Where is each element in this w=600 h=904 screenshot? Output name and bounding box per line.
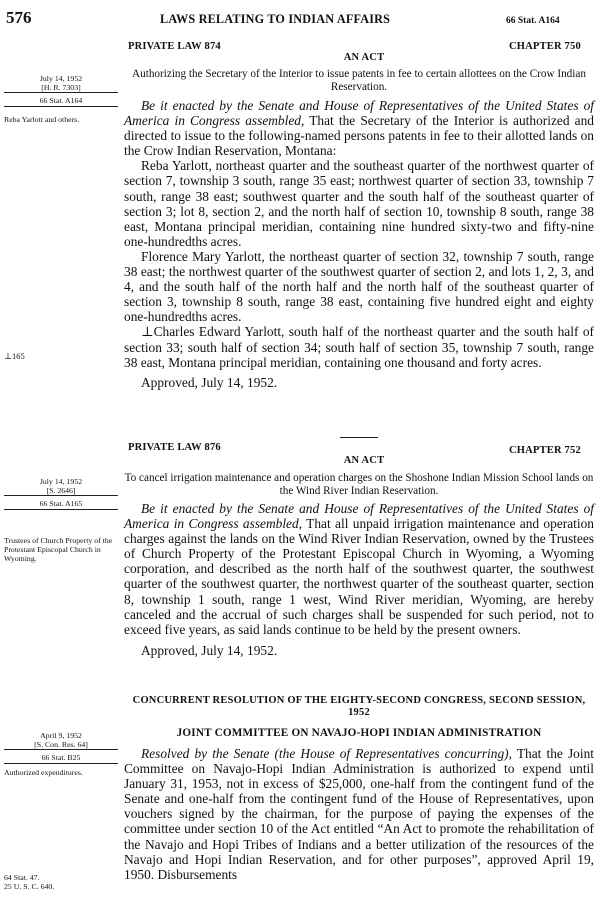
law2-sidenote-date: July 14, 1952 [S. 2646] 66 Stat. A165 (4, 477, 118, 510)
law1-enacting-clause: Be it enacted by the Senate and House of Representatives of the United States of America in Congress assembled, That the Secretary of the Interior is authorized and directed to issue to the following-named persons patents in fee to their allotted lands on the Crow Indian Reservation, Montana: (124, 98, 594, 159)
law1-approved: Approved, July 14, 1952. (141, 374, 278, 390)
law1-label: PRIVATE LAW 874 (128, 41, 221, 52)
law1-act-heading: AN ACT (343, 52, 385, 63)
resolution-sidenote-date: April 9, 1952 [S. Con. Res. 64] 66 Stat. B25 (4, 731, 118, 764)
law1-paragraph: ⊥Charles Edward Yarlott, south half of the northeast quarter and the south half of section 33; south half of section 34; south half of section 35, township 7 south, range 38 east, Montana principal meridian, containing one thousand and forty acres. (124, 324, 594, 370)
law1-sidenote-stat: 66 Stat. A164 (4, 96, 118, 107)
section-divider (340, 437, 378, 438)
law2-label: PRIVATE LAW 876 (128, 442, 221, 453)
page-number: 576 (6, 8, 32, 27)
law1-sidenote-subject: Reba Yarlott and others. (4, 115, 80, 124)
law1-sidenote-date: July 14, 1952 [H. R. 7303] 66 Stat. A164 (4, 74, 118, 107)
law1-page-mark: ⊥165 (4, 351, 25, 361)
resolution-sidenote-refs: 64 Stat. 47. 25 U. S. C. 640. (4, 873, 55, 891)
law1-body (124, 98, 594, 390)
resolution-committee: JOINT COMMITTEE ON NAVAJO-HOPI INDIAN ADMINISTRATION (176, 727, 542, 739)
header-stat-ref: 66 Stat. A164 (506, 16, 560, 26)
resolution-heading: CONCURRENT RESOLUTION OF THE EIGHTY-SECOND CONGRESS, SECOND SESSION, 1952 (132, 695, 586, 718)
law1-title: Authorizing the Secretary of the Interior to issue patents in fee to certain allottees on the Crow Indian Reservation. (132, 68, 586, 93)
law1-paragraph: Florence Mary Yarlott, the northeast quarter of section 32, township 7 south, range 38 east; the northwest quarter of the southwest quarter of section 2, and lots 1, 2, 3, and 4, and the south half of the north half and the north half of the southeast quarter of section 3, township 8 south, range 38 east, containing five hundred eight and eighty one-hundredths acres. (124, 248, 594, 325)
law2-enacting-clause: Be it enacted by the Senate and House of Representatives of the United States of America in Congress assembled, That all unpaid irrigation maintenance and operation charges against the lands on the Wind River Indian Reservation, owned by the Trustees of Church Property of the Protestant Episcopal Church in Wyoming, a Wyoming corporation, and described as the north half of the southwest quarter, the southwest quarter of the southwest quarter, the northwest quarter of the southeast quarter, section 8, township 1 south, range 1 west, Wind River meridian, Wyoming, are hereby canceled and the accrual of such charges shall be suspended for such period, not to exceed five years, as said lands continue to be held by the present owners. (124, 501, 595, 637)
running-title: LAWS RELATING TO INDIAN AFFAIRS (160, 12, 391, 26)
resolution-sidenote-subject: Authorized expenditures. (4, 768, 83, 777)
law2-body (124, 501, 594, 658)
law2-title: To cancel irrigation maintenance and operation charges on the Shoshone Indian Mission School lands on the Wind River Indian Reservation. (124, 472, 594, 497)
law2-chapter: CHAPTER 752 (509, 445, 581, 456)
law1-chapter: CHAPTER 750 (509, 41, 581, 52)
resolution-sidenote-stat: 66 Stat. B25 (4, 753, 118, 764)
law1-paragraph: Reba Yarlott, northeast quarter and the southeast quarter of the northwest quarter of section 7, township 3 south, range 35 east; northwest quarter of section 33, township 7 south, range 38 east; southwest quarter and the south half of the southeast quarter of section 3; lot 8, section 2, and the north half of section 10, township 8 south, range 38 east, Montana principal meridian, containing nine hundred sixty-two and fifty-nine one-hundredths acres. (124, 158, 594, 249)
law2-approved: Approved, July 14, 1952. (141, 642, 278, 658)
resolution-clause: Resolved by the Senate (the House of Representatives concurring), That the Joint Committee on Navajo-Hopi Indian Administration is authorized to expend until January 31, 1953, not in excess of $25,000, one-half from the contingent fund of the Senate and one-half from the contingent fund of the House of Representatives, upon vouchers signed by the chairman, for the purpose of paying the expenses of the committee under section 10 of the Act entitled “An Act to promote the rehabilitation of the Navajo and Hopi Tribes of Indians and a better utilization of the resources of the Navajo and Hopi Indian Reservation, and for other purposes”, approved April 19, 1950. Disbursements (124, 746, 594, 882)
resolution-body (124, 746, 594, 882)
law2-act-heading: AN ACT (343, 455, 385, 466)
law2-sidenote-stat: 66 Stat. A165 (4, 499, 118, 510)
law2-sidenote-subject: Trustees of Church Property of the Protestant Episcopal Church in Wyoming. (4, 536, 113, 563)
